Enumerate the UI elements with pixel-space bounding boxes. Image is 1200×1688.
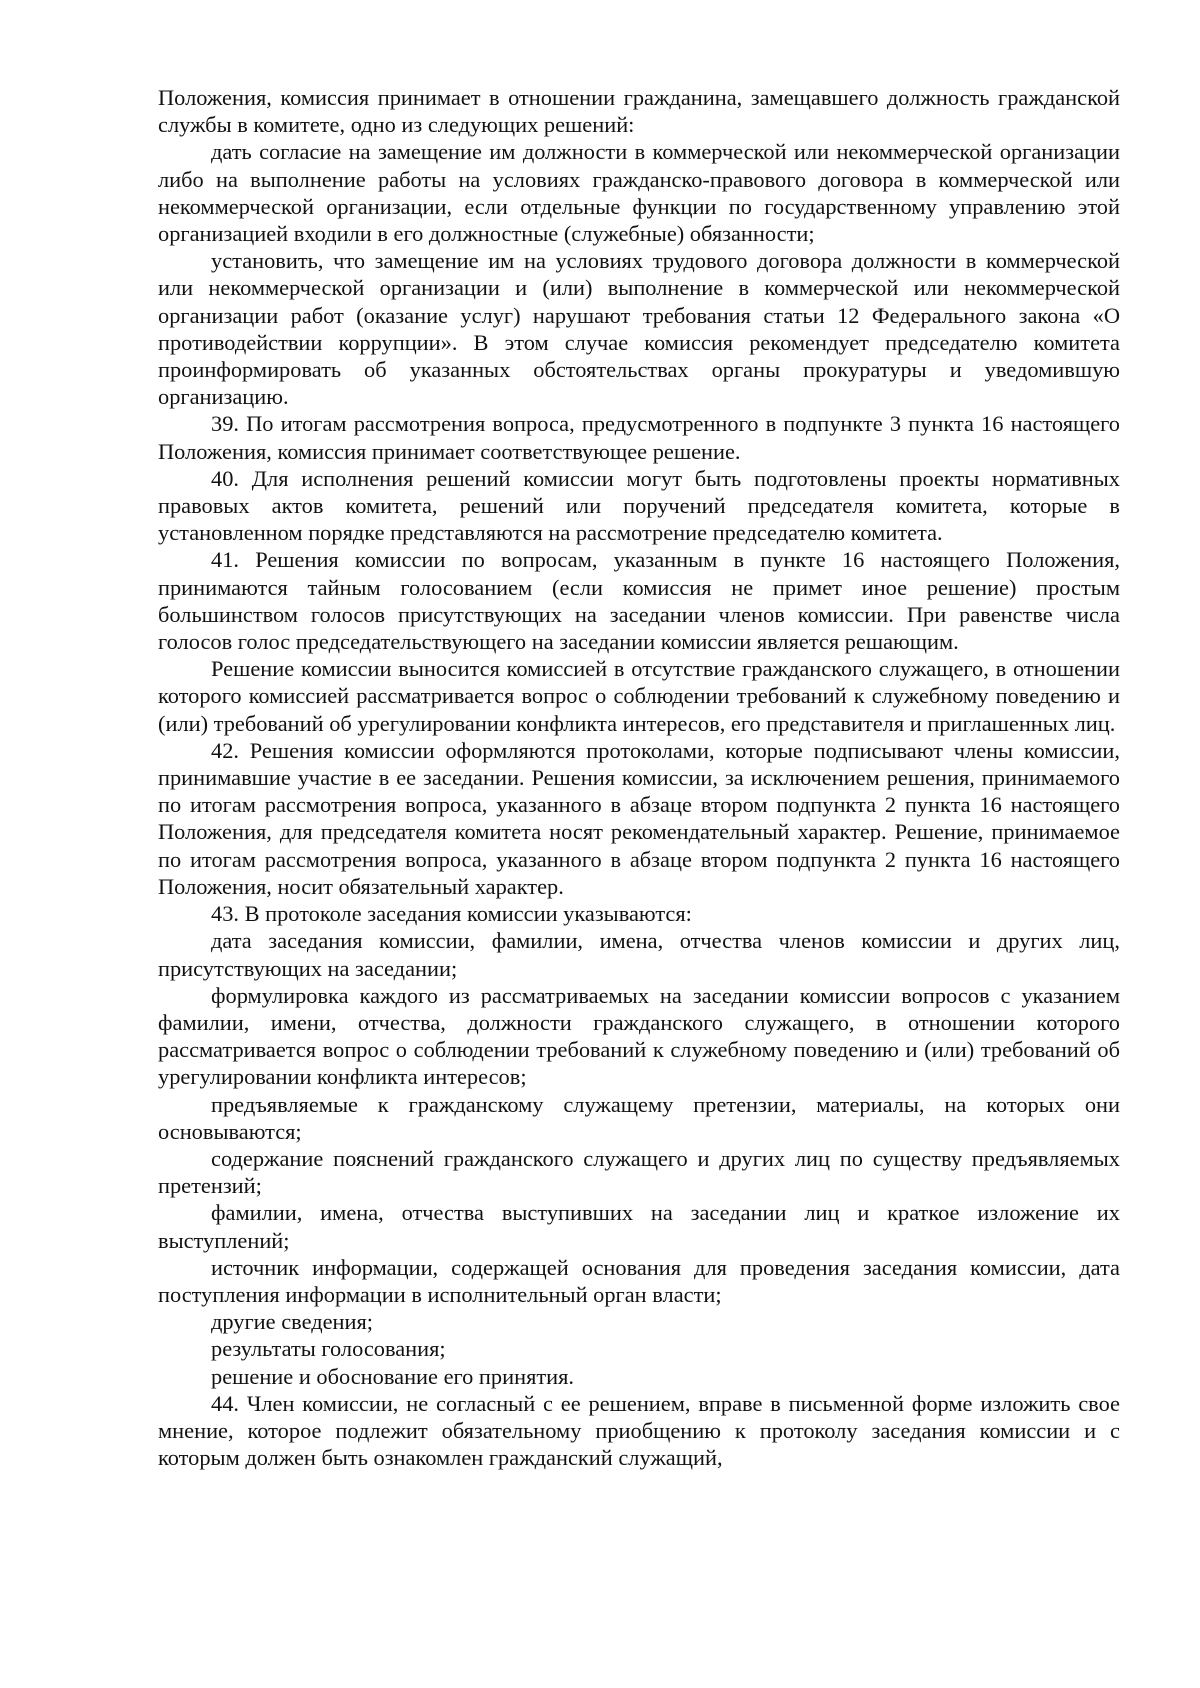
- paragraph-item-40: 40. Для исполнения решений комиссии могут быть подготовлены проекты нормативных правовых актов комитета, решений или поручений председателя комитета, которые в установленном порядке представляются на рассмотрение председателю комитета.: [158, 465, 1120, 546]
- paragraph-continuation: Положения, комиссия принимает в отношении гражданина, замещавшего должность гражданской службы в комитете, одно из следующих решений:: [158, 85, 1120, 138]
- paragraph-item-43: 43. В протоколе заседания комиссии указываются:: [211, 901, 692, 927]
- paragraph-item-41: 41. Решения комиссии по вопросам, указанным в пункте 16 настоящего Положения, принимаются тайным голосованием (если комиссия не примет иное решение) простым большинством голосов присутствующих на заседании членов комиссии. При равенстве числа голосов голос председательствующего на заседании комиссии является решающим.: [158, 547, 1120, 655]
- paragraph-item-42: 42. Решения комиссии оформляются протоколами, которые подписывают члены комиссии, принимавшие участие в ее заседании. Решения комиссии, за исключением решения, принимаемого по итогам рассмотрения вопроса, указанного в абзаце втором подпункта 2 пункта 16 настоящего Положения, для председателя комитета носят рекомендательный характер. Решение, принимаемое по итогам рассмотрения вопроса, указанного в абзаце втором подпункта 2 пункта 16 настоящего Положения, носит обязательный характер.: [158, 737, 1120, 899]
- paragraph-violation-option: установить, что замещение им на условиях трудового договора должности в коммерческой или некоммерческой организации и (или) выполнение в коммерческой или некоммерческой организации работ (оказание услуг) нарушают требования статьи 12 Федерального закона «О противодействии коррупции». В этом случае комиссия рекомендует председателю комитета проинформировать об указанных обстоятельствах органы прокуратуры и уведомившую организацию.: [158, 248, 1120, 410]
- paragraph-item-41-decision: Решение комиссии выносится комиссией в отсутствие гражданского служащего, в отношении которого комиссией рассматривается вопрос о соблюдении требований к служебному поведению и (или) требований об урегулировании конфликта интересов, его представителя и приглашенных лиц.: [158, 656, 1120, 736]
- protocol-list-item: дата заседания комиссии, фамилии, имена, отчества членов комиссии и других лиц, присутствующих на заседании;: [158, 928, 1120, 981]
- protocol-list-item: предъявляемые к гражданскому служащему претензии, материалы, на которых они основываются;: [158, 1091, 1120, 1144]
- document-page: [158, 84, 1120, 1471]
- protocol-list-item: формулировка каждого из рассматриваемых на заседании комиссии вопросов с указанием фамилии, имени, отчества, должности гражданского служащего, в отношении которого рассматривается вопрос о соблюдении требований к служебному поведению и (или) требований об урегулировании конфликта интересов;: [158, 982, 1120, 1090]
- protocol-list-item: другие сведения;: [211, 1309, 374, 1335]
- paragraph-item-39: 39. По итогам рассмотрения вопроса, предусмотренного в подпункте 3 пункта 16 настоящего Положения, комиссия принимает соответствующее решение.: [158, 411, 1120, 464]
- paragraph-consent-option: дать согласие на замещение им должности в коммерческой или некоммерческой организации либо на выполнение работы на условиях гражданско-правового договора в коммерческой или некоммерческой организации, если отдельные функции по государственному управлению этой организацией входили в его должностные (служебные) обязанности;: [158, 139, 1120, 247]
- protocol-list-item: фамилии, имена, отчества выступивших на заседании лиц и краткое изложение их выступлений;: [158, 1200, 1120, 1253]
- protocol-list-item: источник информации, содержащей основания для проведения заседания комиссии, дата поступления информации в исполнительный орган власти;: [158, 1254, 1120, 1307]
- protocol-list-item: содержание пояснений гражданского служащего и других лиц по существу предъявляемых претензий;: [158, 1145, 1120, 1199]
- protocol-list-item: результаты голосования;: [211, 1336, 446, 1362]
- paragraph-item-44: 44. Член комиссии, не согласный с ее решением, вправе в письменной форме изложить свое мнение, которое подлежит обязательному приобщению к протоколу заседания комиссии и с которым должен быть ознакомлен гражданский служащий,: [158, 1390, 1120, 1471]
- protocol-list-item: решение и обоснование его принятия.: [211, 1363, 575, 1389]
